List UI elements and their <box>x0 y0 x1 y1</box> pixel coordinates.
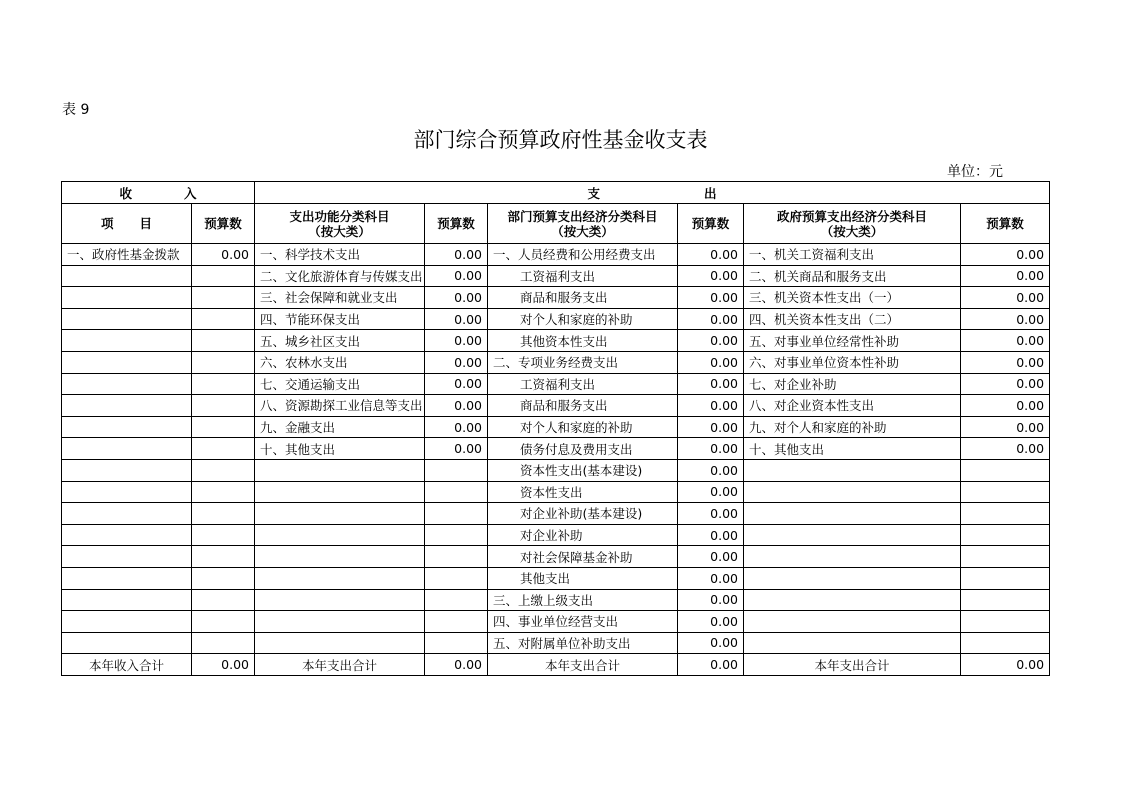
income-item-cell <box>62 330 192 352</box>
income-budget-cell <box>192 373 255 395</box>
income-budget-cell <box>192 567 255 589</box>
function-item-cell <box>255 611 425 633</box>
income-group-label-b: 入 <box>184 185 197 201</box>
table-row <box>62 611 1050 633</box>
dept-item-cell: 对个人和家庭的补助 <box>488 308 678 330</box>
dept-item-cell: 一、人员经费和公用经费支出 <box>488 244 678 266</box>
table-row <box>62 481 1050 503</box>
expense-group-header <box>255 182 1050 204</box>
dept-budget-cell: 0.00 <box>678 351 744 373</box>
table-row <box>62 416 1050 438</box>
gov-item-cell: 四、机关资本性支出（二） <box>744 308 961 330</box>
dept-item-cell: 对企业补助 <box>488 524 678 546</box>
dept-budget-cell: 0.00 <box>678 503 744 525</box>
income-item-cell <box>62 351 192 373</box>
income-group-header <box>62 182 255 204</box>
table-row <box>62 589 1050 611</box>
gov-item-cell: 九、对个人和家庭的补助 <box>744 416 961 438</box>
gov-header-line2: （按大类） <box>820 223 884 239</box>
dept-budget-cell: 0.00 <box>678 438 744 460</box>
table-row <box>62 351 1050 373</box>
dept-budget-cell: 0.00 <box>678 287 744 309</box>
income-budget-cell <box>192 503 255 525</box>
income-budget-cell <box>192 330 255 352</box>
income-budget-cell <box>192 265 255 287</box>
gov-item-cell <box>744 546 961 568</box>
dept-category-header <box>488 204 678 244</box>
income-budget-header: 预算数 <box>192 204 255 244</box>
gov-budget-cell <box>961 611 1050 633</box>
function-item-cell <box>255 524 425 546</box>
gov-item-cell <box>744 524 961 546</box>
dept-item-cell: 二、专项业务经费支出 <box>488 351 678 373</box>
income-budget-cell <box>192 351 255 373</box>
column-header-row <box>62 204 1050 244</box>
page-title: 部门综合预算政府性基金收支表 <box>413 128 708 152</box>
function-budget-cell: 0.00 <box>425 438 488 460</box>
gov-budget-cell <box>961 524 1050 546</box>
function-item-cell: 三、社会保障和就业支出 <box>255 287 425 309</box>
unit-label: 单位：元 <box>947 164 1003 180</box>
dept-budget-cell: 0.00 <box>678 567 744 589</box>
gov-item-cell <box>744 503 961 525</box>
gov-budget-cell <box>961 459 1050 481</box>
gov-item-cell <box>744 567 961 589</box>
dept-item-cell: 商品和服务支出 <box>488 395 678 417</box>
expense-group-label-a: 支 <box>587 185 601 201</box>
table-row <box>62 632 1050 654</box>
function-item-cell <box>255 503 425 525</box>
income-item-cell <box>62 524 192 546</box>
function-budget-cell: 0.00 <box>425 416 488 438</box>
income-item-cell <box>62 373 192 395</box>
table-row <box>62 503 1050 525</box>
item-header-a: 项 <box>100 216 114 231</box>
gov-budget-cell <box>961 567 1050 589</box>
function-budget-cell: 0.00 <box>425 308 488 330</box>
table-number: 表 9 <box>62 102 90 118</box>
gov-item-cell: 三、机关资本性支出（一） <box>744 287 961 309</box>
gov-item-cell <box>744 632 961 654</box>
gov-item-cell <box>744 589 961 611</box>
gov-item-cell: 八、对企业资本性支出 <box>744 395 961 417</box>
dept-budget-cell: 0.00 <box>678 524 744 546</box>
dept-budget-cell: 0.00 <box>678 481 744 503</box>
gov-budget-cell: 0.00 <box>961 438 1050 460</box>
function-item-cell: 十、其他支出 <box>255 438 425 460</box>
income-group-label-a: 收 <box>119 185 132 201</box>
gov-budget-cell <box>961 546 1050 568</box>
gov-budget-cell: 0.00 <box>961 265 1050 287</box>
dept-total-label: 本年支出合计 <box>488 654 678 676</box>
gov-budget-cell: 0.00 <box>961 308 1050 330</box>
gov-budget-cell: 0.00 <box>961 244 1050 266</box>
function-budget-cell: 0.00 <box>425 330 488 352</box>
gov-item-cell <box>744 459 961 481</box>
table-row <box>62 438 1050 460</box>
dept-budget-cell: 0.00 <box>678 589 744 611</box>
income-item-cell <box>62 416 192 438</box>
income-item-cell <box>62 611 192 633</box>
function-budget-cell <box>425 459 488 481</box>
function-item-cell: 八、资源勘探工业信息等支出 <box>255 395 425 417</box>
gov-item-cell <box>744 611 961 633</box>
gov-budget-cell: 0.00 <box>961 287 1050 309</box>
function-header-line1: 支出功能分类科目 <box>289 208 390 224</box>
dept-budget-cell: 0.00 <box>678 265 744 287</box>
income-total-value: 0.00 <box>192 654 255 676</box>
gov-budget-cell <box>961 481 1050 503</box>
function-item-cell: 四、节能环保支出 <box>255 308 425 330</box>
table-body <box>62 244 1050 654</box>
function-budget-cell: 0.00 <box>425 395 488 417</box>
table-row <box>62 287 1050 309</box>
dept-budget-cell: 0.00 <box>678 330 744 352</box>
function-total-value: 0.00 <box>425 654 488 676</box>
table-row <box>62 373 1050 395</box>
function-item-cell: 九、金融支出 <box>255 416 425 438</box>
function-item-cell <box>255 481 425 503</box>
income-budget-cell <box>192 459 255 481</box>
dept-header-line1: 部门预算支出经济分类科目 <box>507 208 658 224</box>
dept-budget-cell: 0.00 <box>678 632 744 654</box>
function-budget-cell: 0.00 <box>425 373 488 395</box>
dept-budget-cell: 0.00 <box>678 395 744 417</box>
income-item-cell <box>62 287 192 309</box>
income-item-cell <box>62 567 192 589</box>
income-item-cell <box>62 503 192 525</box>
gov-total-value: 0.00 <box>961 654 1050 676</box>
income-item-cell <box>62 546 192 568</box>
dept-item-cell: 三、上缴上级支出 <box>488 589 678 611</box>
table-row <box>62 265 1050 287</box>
function-budget-cell <box>425 611 488 633</box>
table-row <box>62 330 1050 352</box>
gov-header-line1: 政府预算支出经济分类科目 <box>776 208 927 224</box>
income-budget-cell <box>192 546 255 568</box>
dept-budget-cell: 0.00 <box>678 308 744 330</box>
dept-item-cell: 资本性支出 <box>488 481 678 503</box>
table-row <box>62 459 1050 481</box>
income-budget-cell <box>192 524 255 546</box>
dept-item-cell: 对个人和家庭的补助 <box>488 416 678 438</box>
gov-budget-cell: 0.00 <box>961 330 1050 352</box>
gov-item-cell: 七、对企业补助 <box>744 373 961 395</box>
gov-budget-cell <box>961 503 1050 525</box>
dept-item-cell: 对企业补助(基本建设) <box>488 503 678 525</box>
function-budget-header: 预算数 <box>425 204 488 244</box>
income-item-cell <box>62 459 192 481</box>
gov-item-cell: 十、其他支出 <box>744 438 961 460</box>
function-budget-cell <box>425 589 488 611</box>
dept-budget-cell: 0.00 <box>678 416 744 438</box>
function-item-cell <box>255 632 425 654</box>
gov-total-label: 本年支出合计 <box>744 654 961 676</box>
gov-item-cell: 六、对事业单位资本性补助 <box>744 351 961 373</box>
table-row <box>62 567 1050 589</box>
gov-budget-cell: 0.00 <box>961 351 1050 373</box>
dept-item-cell: 五、对附属单位补助支出 <box>488 632 678 654</box>
dept-item-cell: 对社会保障基金补助 <box>488 546 678 568</box>
income-total-label: 本年收入合计 <box>62 654 192 676</box>
table-row <box>62 244 1050 266</box>
dept-total-value: 0.00 <box>678 654 744 676</box>
function-budget-cell: 0.00 <box>425 244 488 266</box>
income-budget-cell <box>192 308 255 330</box>
gov-budget-cell: 0.00 <box>961 395 1050 417</box>
income-item-cell <box>62 438 192 460</box>
dept-budget-cell: 0.00 <box>678 546 744 568</box>
income-budget-cell <box>192 481 255 503</box>
income-budget-cell <box>192 589 255 611</box>
function-budget-cell <box>425 567 488 589</box>
dept-budget-cell: 0.00 <box>678 373 744 395</box>
table-row <box>62 546 1050 568</box>
function-item-cell: 二、文化旅游体育与传媒支出 <box>255 265 425 287</box>
function-budget-cell <box>425 632 488 654</box>
function-budget-cell: 0.00 <box>425 351 488 373</box>
dept-item-cell: 商品和服务支出 <box>488 287 678 309</box>
table-row <box>62 308 1050 330</box>
gov-budget-cell <box>961 589 1050 611</box>
gov-budget-cell: 0.00 <box>961 416 1050 438</box>
income-budget-cell <box>192 611 255 633</box>
function-item-cell <box>255 567 425 589</box>
income-budget-cell <box>192 438 255 460</box>
income-item-cell <box>62 632 192 654</box>
function-header-line2: （按大类） <box>308 223 371 239</box>
dept-item-cell: 资本性支出(基本建设) <box>488 459 678 481</box>
gov-item-cell: 一、机关工资福利支出 <box>744 244 961 266</box>
function-total-label: 本年支出合计 <box>255 654 425 676</box>
dept-budget-header: 预算数 <box>678 204 744 244</box>
item-column-header <box>62 204 192 244</box>
dept-header-line2: （按大类） <box>551 223 614 239</box>
dept-item-cell: 其他资本性支出 <box>488 330 678 352</box>
income-budget-cell <box>192 632 255 654</box>
table-row <box>62 395 1050 417</box>
expense-group-label-b: 出 <box>704 185 717 201</box>
income-item-cell <box>62 395 192 417</box>
group-header-row <box>62 182 1050 204</box>
function-budget-cell: 0.00 <box>425 265 488 287</box>
dept-budget-cell: 0.00 <box>678 244 744 266</box>
income-budget-cell: 0.00 <box>192 244 255 266</box>
dept-item-cell: 工资福利支出 <box>488 373 678 395</box>
dept-item-cell: 工资福利支出 <box>488 265 678 287</box>
gov-budget-header: 预算数 <box>961 204 1050 244</box>
gov-budget-cell <box>961 632 1050 654</box>
function-item-cell: 六、农林水支出 <box>255 351 425 373</box>
function-item-cell <box>255 459 425 481</box>
totals-row <box>62 654 1050 676</box>
income-item-cell: 一、政府性基金拨款 <box>62 244 192 266</box>
function-budget-cell: 0.00 <box>425 287 488 309</box>
budget-table <box>61 181 1050 676</box>
dept-item-cell: 其他支出 <box>488 567 678 589</box>
function-budget-cell <box>425 524 488 546</box>
income-item-cell <box>62 308 192 330</box>
item-header-b: 目 <box>139 216 153 231</box>
income-item-cell <box>62 481 192 503</box>
gov-item-cell <box>744 481 961 503</box>
gov-item-cell: 二、机关商品和服务支出 <box>744 265 961 287</box>
dept-item-cell: 债务付息及费用支出 <box>488 438 678 460</box>
function-item-cell: 五、城乡社区支出 <box>255 330 425 352</box>
income-budget-cell <box>192 395 255 417</box>
function-item-cell: 七、交通运输支出 <box>255 373 425 395</box>
gov-item-cell: 五、对事业单位经常性补助 <box>744 330 961 352</box>
function-category-header <box>255 204 425 244</box>
income-budget-cell <box>192 287 255 309</box>
table-row <box>62 524 1050 546</box>
dept-budget-cell: 0.00 <box>678 611 744 633</box>
dept-item-cell: 四、事业单位经营支出 <box>488 611 678 633</box>
function-item-cell <box>255 589 425 611</box>
function-budget-cell <box>425 546 488 568</box>
dept-budget-cell: 0.00 <box>678 459 744 481</box>
gov-budget-cell: 0.00 <box>961 373 1050 395</box>
income-budget-cell <box>192 416 255 438</box>
function-budget-cell <box>425 481 488 503</box>
income-item-cell <box>62 265 192 287</box>
function-item-cell <box>255 546 425 568</box>
gov-category-header <box>744 204 961 244</box>
function-budget-cell <box>425 503 488 525</box>
function-item-cell: 一、科学技术支出 <box>255 244 425 266</box>
income-item-cell <box>62 589 192 611</box>
